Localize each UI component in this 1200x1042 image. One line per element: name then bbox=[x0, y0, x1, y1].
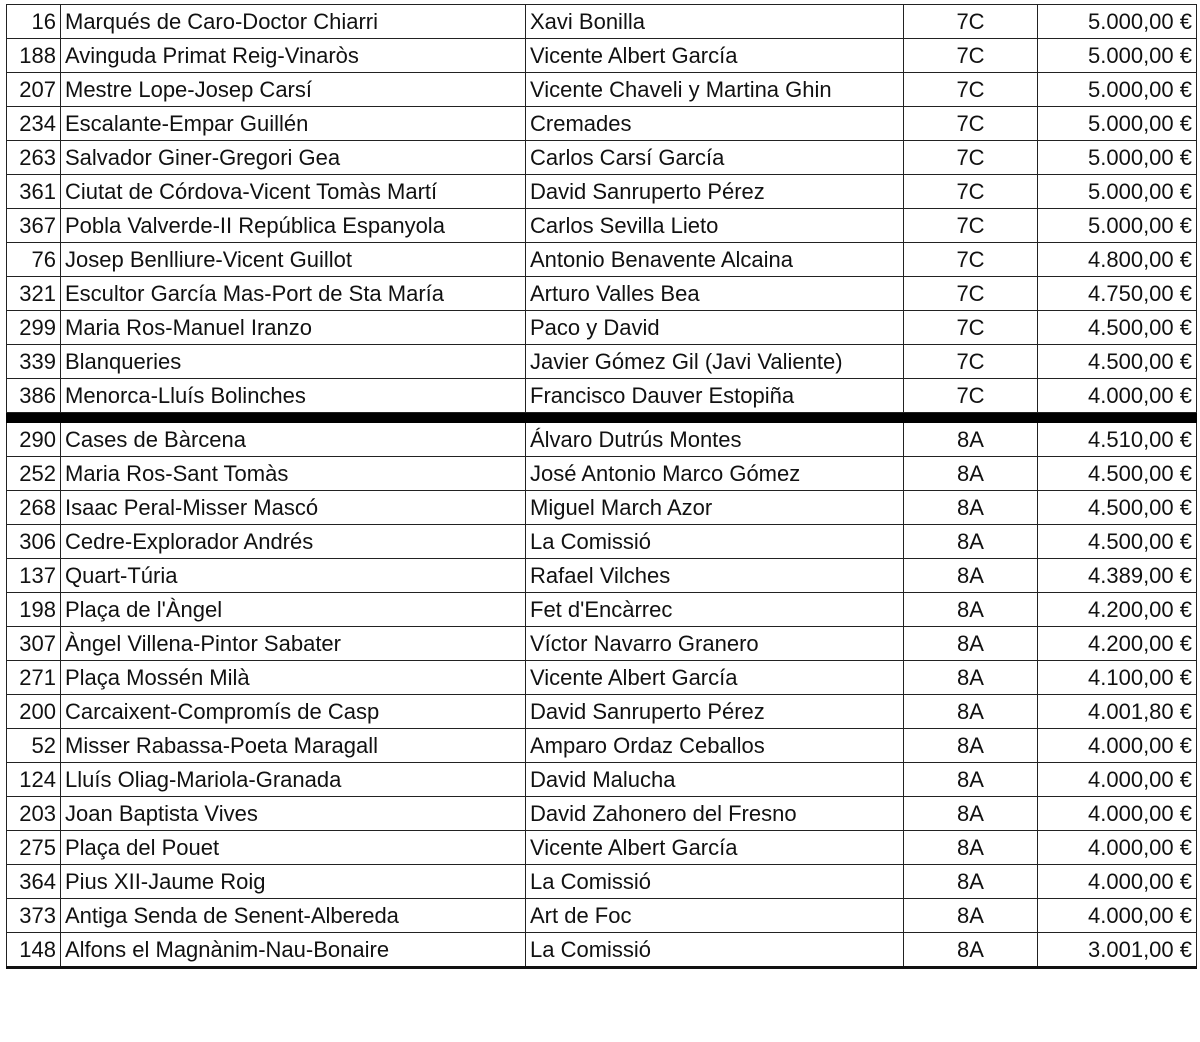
street-name-cell: Maria Ros-Sant Tomàs bbox=[61, 457, 526, 491]
amount-cell: 4.510,00 € bbox=[1038, 423, 1197, 457]
row-number-cell: 364 bbox=[7, 865, 61, 899]
amount-cell: 4.000,00 € bbox=[1038, 797, 1197, 831]
artist-name-cell: Álvaro Dutrús Montes bbox=[526, 423, 904, 457]
table-row bbox=[7, 899, 1197, 933]
amount-cell: 4.100,00 € bbox=[1038, 661, 1197, 695]
table-row bbox=[7, 345, 1197, 379]
category-cell: 8A bbox=[904, 865, 1038, 899]
street-name-cell: Alfons el Magnànim-Nau-Bonaire bbox=[61, 933, 526, 968]
artist-name-cell: David Sanruperto Pérez bbox=[526, 175, 904, 209]
street-name-cell: Pobla Valverde-II República Espanyola bbox=[61, 209, 526, 243]
amount-cell: 4.500,00 € bbox=[1038, 525, 1197, 559]
row-number-cell: 234 bbox=[7, 107, 61, 141]
row-number-cell: 203 bbox=[7, 797, 61, 831]
category-cell: 7C bbox=[904, 209, 1038, 243]
category-cell: 8A bbox=[904, 763, 1038, 797]
amount-cell: 5.000,00 € bbox=[1038, 5, 1197, 39]
category-cell: 7C bbox=[904, 5, 1038, 39]
table-row bbox=[7, 73, 1197, 107]
row-number-cell: 16 bbox=[7, 5, 61, 39]
artist-name-cell: Miguel March Azor bbox=[526, 491, 904, 525]
street-name-cell: Plaça de l'Àngel bbox=[61, 593, 526, 627]
category-cell: 7C bbox=[904, 107, 1038, 141]
artist-name-cell: La Comissió bbox=[526, 865, 904, 899]
street-name-cell: Plaça Mossén Milà bbox=[61, 661, 526, 695]
street-name-cell: Lluís Oliag-Mariola-Granada bbox=[61, 763, 526, 797]
street-name-cell: Misser Rabassa-Poeta Maragall bbox=[61, 729, 526, 763]
amount-cell: 4.500,00 € bbox=[1038, 457, 1197, 491]
artist-name-cell: Paco y David bbox=[526, 311, 904, 345]
street-name-cell: Escultor García Mas-Port de Sta María bbox=[61, 277, 526, 311]
amount-cell: 3.001,00 € bbox=[1038, 933, 1197, 968]
category-cell: 8A bbox=[904, 933, 1038, 968]
artist-name-cell: Antonio Benavente Alcaina bbox=[526, 243, 904, 277]
street-name-cell: Quart-Túria bbox=[61, 559, 526, 593]
category-cell: 7C bbox=[904, 175, 1038, 209]
artist-name-cell: Cremades bbox=[526, 107, 904, 141]
table-row bbox=[7, 661, 1197, 695]
artist-name-cell: Vicente Albert García bbox=[526, 661, 904, 695]
amount-cell: 4.389,00 € bbox=[1038, 559, 1197, 593]
amount-cell: 5.000,00 € bbox=[1038, 73, 1197, 107]
amount-cell: 4.500,00 € bbox=[1038, 311, 1197, 345]
category-cell: 7C bbox=[904, 345, 1038, 379]
row-number-cell: 200 bbox=[7, 695, 61, 729]
artist-name-cell: Francisco Dauver Estopiña bbox=[526, 379, 904, 413]
table-row bbox=[7, 695, 1197, 729]
row-number-cell: 367 bbox=[7, 209, 61, 243]
amount-cell: 4.001,80 € bbox=[1038, 695, 1197, 729]
row-number-cell: 373 bbox=[7, 899, 61, 933]
category-cell: 8A bbox=[904, 559, 1038, 593]
category-cell: 7C bbox=[904, 39, 1038, 73]
amount-cell: 5.000,00 € bbox=[1038, 39, 1197, 73]
category-cell: 8A bbox=[904, 695, 1038, 729]
row-number-cell: 321 bbox=[7, 277, 61, 311]
amount-cell: 4.000,00 € bbox=[1038, 865, 1197, 899]
street-name-cell: Cedre-Explorador Andrés bbox=[61, 525, 526, 559]
category-cell: 8A bbox=[904, 899, 1038, 933]
amount-cell: 5.000,00 € bbox=[1038, 209, 1197, 243]
category-cell: 8A bbox=[904, 661, 1038, 695]
category-cell: 7C bbox=[904, 277, 1038, 311]
artist-name-cell: Fet d'Encàrrec bbox=[526, 593, 904, 627]
table-row bbox=[7, 379, 1197, 413]
street-name-cell: Salvador Giner-Gregori Gea bbox=[61, 141, 526, 175]
street-name-cell: Carcaixent-Compromís de Casp bbox=[61, 695, 526, 729]
artist-name-cell: Javier Gómez Gil (Javi Valiente) bbox=[526, 345, 904, 379]
row-number-cell: 306 bbox=[7, 525, 61, 559]
amount-cell: 5.000,00 € bbox=[1038, 175, 1197, 209]
table-row bbox=[7, 559, 1197, 593]
category-cell: 8A bbox=[904, 491, 1038, 525]
table-row bbox=[7, 277, 1197, 311]
table-row bbox=[7, 175, 1197, 209]
separator-bar bbox=[7, 413, 1197, 423]
artist-name-cell: Arturo Valles Bea bbox=[526, 277, 904, 311]
artist-name-cell: Rafael Vilches bbox=[526, 559, 904, 593]
artist-name-cell: Víctor Navarro Granero bbox=[526, 627, 904, 661]
artist-name-cell: David Malucha bbox=[526, 763, 904, 797]
row-number-cell: 198 bbox=[7, 593, 61, 627]
row-number-cell: 137 bbox=[7, 559, 61, 593]
table-row bbox=[7, 865, 1197, 899]
table-row bbox=[7, 763, 1197, 797]
street-name-cell: Josep Benlliure-Vicent Guillot bbox=[61, 243, 526, 277]
amount-cell: 4.800,00 € bbox=[1038, 243, 1197, 277]
row-number-cell: 268 bbox=[7, 491, 61, 525]
street-name-cell: Ciutat de Córdova-Vicent Tomàs Martí bbox=[61, 175, 526, 209]
artist-name-cell: Carlos Carsí García bbox=[526, 141, 904, 175]
artist-name-cell: Vicente Albert García bbox=[526, 39, 904, 73]
street-name-cell: Maria Ros-Manuel Iranzo bbox=[61, 311, 526, 345]
street-name-cell: Isaac Peral-Misser Mascó bbox=[61, 491, 526, 525]
amount-cell: 4.500,00 € bbox=[1038, 345, 1197, 379]
amount-cell: 4.000,00 € bbox=[1038, 379, 1197, 413]
artist-name-cell: Art de Foc bbox=[526, 899, 904, 933]
amount-cell: 4.000,00 € bbox=[1038, 729, 1197, 763]
row-number-cell: 386 bbox=[7, 379, 61, 413]
row-number-cell: 252 bbox=[7, 457, 61, 491]
street-name-cell: Escalante-Empar Guillén bbox=[61, 107, 526, 141]
table-row bbox=[7, 525, 1197, 559]
row-number-cell: 299 bbox=[7, 311, 61, 345]
category-cell: 7C bbox=[904, 243, 1038, 277]
table-row bbox=[7, 39, 1197, 73]
row-number-cell: 290 bbox=[7, 423, 61, 457]
street-name-cell: Blanqueries bbox=[61, 345, 526, 379]
street-name-cell: Joan Baptista Vives bbox=[61, 797, 526, 831]
row-number-cell: 263 bbox=[7, 141, 61, 175]
category-cell: 7C bbox=[904, 141, 1038, 175]
table-row bbox=[7, 107, 1197, 141]
category-cell: 8A bbox=[904, 627, 1038, 661]
table-row bbox=[7, 593, 1197, 627]
category-cell: 7C bbox=[904, 73, 1038, 107]
street-name-cell: Pius XII-Jaume Roig bbox=[61, 865, 526, 899]
amount-cell: 5.000,00 € bbox=[1038, 141, 1197, 175]
row-number-cell: 275 bbox=[7, 831, 61, 865]
amount-cell: 4.500,00 € bbox=[1038, 491, 1197, 525]
artist-name-cell: La Comissió bbox=[526, 933, 904, 968]
table-row bbox=[7, 797, 1197, 831]
table-row bbox=[7, 311, 1197, 345]
table-row bbox=[7, 627, 1197, 661]
amount-cell: 4.200,00 € bbox=[1038, 627, 1197, 661]
row-number-cell: 124 bbox=[7, 763, 61, 797]
category-cell: 8A bbox=[904, 423, 1038, 457]
category-cell: 7C bbox=[904, 379, 1038, 413]
artist-name-cell: David Zahonero del Fresno bbox=[526, 797, 904, 831]
table-row bbox=[7, 831, 1197, 865]
street-name-cell: Menorca-Lluís Bolinches bbox=[61, 379, 526, 413]
artist-name-cell: Amparo Ordaz Ceballos bbox=[526, 729, 904, 763]
row-number-cell: 307 bbox=[7, 627, 61, 661]
amount-cell: 4.000,00 € bbox=[1038, 831, 1197, 865]
artist-name-cell: Xavi Bonilla bbox=[526, 5, 904, 39]
category-cell: 8A bbox=[904, 729, 1038, 763]
row-number-cell: 148 bbox=[7, 933, 61, 968]
row-number-cell: 76 bbox=[7, 243, 61, 277]
category-cell: 8A bbox=[904, 457, 1038, 491]
table-row bbox=[7, 933, 1197, 968]
amount-cell: 4.750,00 € bbox=[1038, 277, 1197, 311]
artist-name-cell: Vicente Albert García bbox=[526, 831, 904, 865]
row-number-cell: 271 bbox=[7, 661, 61, 695]
category-cell: 8A bbox=[904, 797, 1038, 831]
table-row bbox=[7, 423, 1197, 457]
category-cell: 7C bbox=[904, 311, 1038, 345]
artist-name-cell: David Sanruperto Pérez bbox=[526, 695, 904, 729]
artist-name-cell: Carlos Sevilla Lieto bbox=[526, 209, 904, 243]
category-cell: 8A bbox=[904, 525, 1038, 559]
category-cell: 8A bbox=[904, 831, 1038, 865]
street-name-cell: Plaça del Pouet bbox=[61, 831, 526, 865]
row-number-cell: 361 bbox=[7, 175, 61, 209]
artist-name-cell: La Comissió bbox=[526, 525, 904, 559]
street-name-cell: Marqués de Caro-Doctor Chiarri bbox=[61, 5, 526, 39]
table-row bbox=[7, 243, 1197, 277]
artist-name-cell: José Antonio Marco Gómez bbox=[526, 457, 904, 491]
table-row bbox=[7, 491, 1197, 525]
table-row bbox=[7, 209, 1197, 243]
amount-cell: 4.000,00 € bbox=[1038, 763, 1197, 797]
street-name-cell: Cases de Bàrcena bbox=[61, 423, 526, 457]
street-name-cell: Àngel Villena-Pintor Sabater bbox=[61, 627, 526, 661]
table-row bbox=[7, 141, 1197, 175]
row-number-cell: 207 bbox=[7, 73, 61, 107]
category-cell: 8A bbox=[904, 593, 1038, 627]
amount-cell: 4.000,00 € bbox=[1038, 899, 1197, 933]
street-name-cell: Mestre Lope-Josep Carsí bbox=[61, 73, 526, 107]
amount-cell: 5.000,00 € bbox=[1038, 107, 1197, 141]
table-row bbox=[7, 729, 1197, 763]
table-row bbox=[7, 5, 1197, 39]
table-row bbox=[7, 457, 1197, 491]
row-number-cell: 188 bbox=[7, 39, 61, 73]
street-name-cell: Antiga Senda de Senent-Albereda bbox=[61, 899, 526, 933]
falles-budget-table bbox=[6, 4, 1197, 969]
artist-name-cell: Vicente Chaveli y Martina Ghin bbox=[526, 73, 904, 107]
row-number-cell: 52 bbox=[7, 729, 61, 763]
amount-cell: 4.200,00 € bbox=[1038, 593, 1197, 627]
row-number-cell: 339 bbox=[7, 345, 61, 379]
group-separator bbox=[7, 413, 1197, 423]
street-name-cell: Avinguda Primat Reig-Vinaròs bbox=[61, 39, 526, 73]
